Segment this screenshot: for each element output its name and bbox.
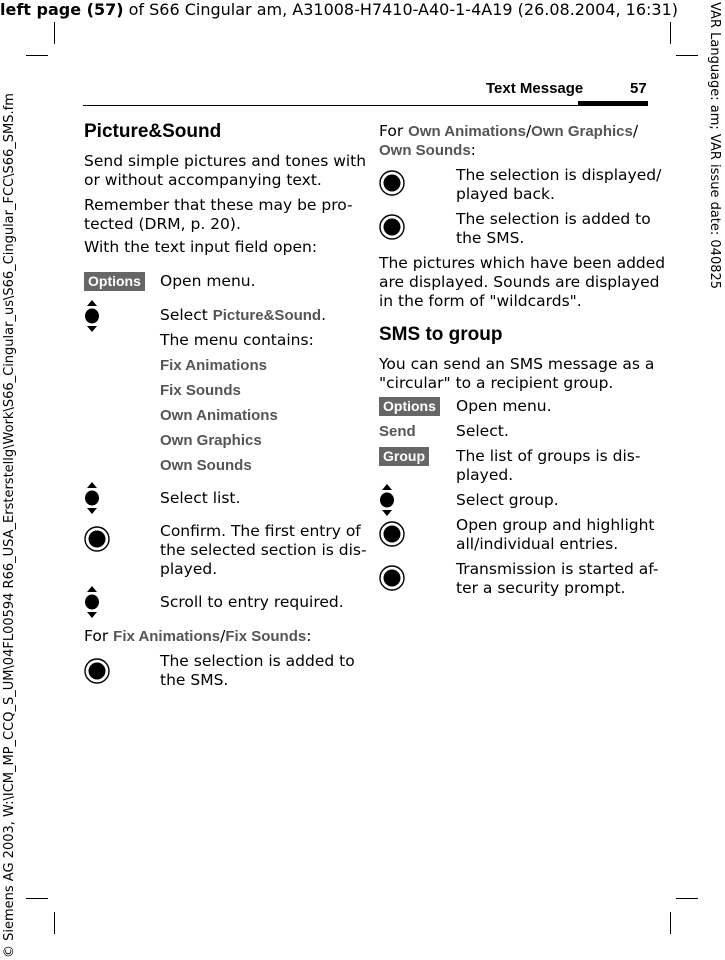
heading-picture-sound: Picture&Sound	[84, 121, 222, 142]
transmission-text	[456, 560, 658, 598]
text-line: the SMS.	[160, 671, 229, 689]
intro-paragraph	[84, 152, 366, 190]
center-key-icon	[379, 521, 405, 547]
select-group-text: Select group.	[456, 491, 559, 509]
crop-mark	[54, 22, 55, 44]
print-slug	[0, 0, 678, 19]
open-menu-text: Open menu.	[160, 272, 256, 290]
crop-mark	[26, 55, 48, 56]
text: /	[525, 122, 532, 140]
text-line: Transmission is started af-	[456, 560, 659, 578]
text: :	[306, 627, 312, 645]
added-text-right	[456, 210, 651, 248]
center-key-icon	[379, 170, 405, 196]
text: For	[379, 122, 409, 140]
for-own-line	[379, 122, 638, 160]
crop-mark	[670, 912, 671, 934]
text-line: played.	[160, 560, 218, 578]
menu-item-fix-animations: Fix Animations	[160, 357, 267, 374]
input-field-paragraph: With the text input field open:	[84, 238, 318, 256]
text-line: the selected section is dis-	[160, 541, 367, 559]
for-own-line-2	[379, 141, 638, 160]
crop-mark	[26, 898, 48, 899]
displayed-text	[456, 166, 661, 204]
right-margin-info: VAR Language: am; VAR issue date: 040825	[707, 2, 722, 290]
open-menu-text-right: Open menu.	[456, 397, 552, 415]
select-text: Select.	[456, 422, 509, 440]
group-softkey: Group	[379, 447, 429, 466]
nav-key-icon	[84, 482, 100, 514]
text: /	[220, 627, 226, 645]
header-rule	[83, 105, 648, 106]
text-line: are displayed. Sounds are displayed	[379, 273, 660, 291]
nav-key-icon	[379, 484, 395, 516]
center-key-icon	[379, 214, 405, 240]
header-page-tab	[578, 101, 648, 105]
text-line: the SMS.	[456, 229, 525, 247]
text: For	[84, 627, 114, 645]
options-softkey: Options	[84, 272, 145, 291]
keyword: Own Graphics	[531, 123, 633, 140]
menu-item-fix-sounds: Fix Sounds	[160, 382, 241, 399]
center-key-icon	[84, 526, 110, 552]
text: Select	[160, 306, 213, 324]
menu-contains-text: The menu contains:	[160, 331, 314, 349]
options-softkey: Options	[379, 397, 440, 416]
wildcards-paragraph	[379, 254, 665, 311]
center-key-icon	[84, 658, 110, 684]
left-margin-path: © Siemens AG 2003, W:\ICM_MP_CCQ_S_UM\04FL00594 R66_USA_Ersterstellg\Work\S66_Cingular_us\S66_Cingular_FCC\S66_SMS.fm	[2, 93, 17, 958]
text-line: Confirm. The first entry of	[160, 522, 361, 540]
crop-mark	[670, 22, 671, 44]
text: /	[632, 122, 639, 140]
confirm-text	[160, 522, 367, 579]
text-line: in the form of "wildcards".	[379, 292, 582, 310]
text-line: played back.	[456, 185, 555, 203]
text: .	[321, 306, 327, 324]
text-line: ter a security prompt.	[456, 579, 626, 597]
text-line: The list of groups is dis-	[456, 447, 641, 465]
heading-sms-to-group: SMS to group	[379, 324, 503, 345]
text-line: all/individual entries.	[456, 535, 619, 553]
keyword: Fix Sounds	[225, 628, 307, 645]
crop-mark	[54, 912, 55, 934]
group-intro-paragraph	[379, 355, 654, 393]
text: :	[470, 141, 476, 159]
text-line: or without accompanying text.	[84, 171, 322, 189]
select-picture-sound	[160, 306, 326, 325]
header-page-number: 57	[630, 80, 647, 97]
text-line: tected (DRM, p. 20).	[84, 215, 241, 233]
text-line: The selection is added to	[160, 652, 355, 670]
text-line: "circular" to a recipient group.	[379, 374, 614, 392]
for-own-line-1	[379, 122, 638, 141]
text-line: played.	[456, 466, 514, 484]
text-line: Send simple pictures and tones with	[84, 152, 367, 170]
crop-mark	[676, 898, 698, 899]
drm-paragraph	[84, 196, 353, 234]
text-line: Open group and highlight	[456, 516, 655, 534]
added-text	[160, 652, 355, 690]
keyword: Fix Animations	[113, 628, 221, 645]
text-line: The selection is added to	[456, 210, 651, 228]
keyword: Own Sounds	[379, 142, 471, 159]
center-key-icon	[379, 565, 405, 591]
list-groups-text	[456, 447, 640, 485]
send-keyword: Send	[379, 423, 416, 440]
text-line: You can send an SMS message as a	[379, 355, 655, 373]
crop-mark	[676, 55, 698, 56]
text-line: Remember that these may be pro-	[84, 196, 353, 214]
menu-item-own-graphics: Own Graphics	[160, 432, 262, 449]
slug-rest: of S66 Cingular am, A31008-H7410-A40-1-4A19 (26.08.2004, 16:31)	[123, 0, 679, 19]
keyword: Picture&Sound	[212, 307, 322, 324]
nav-key-icon	[84, 300, 100, 332]
scroll-text: Scroll to entry required.	[160, 593, 344, 611]
open-group-text	[456, 516, 655, 554]
keyword: Own Animations	[408, 123, 526, 140]
nav-key-icon	[84, 586, 100, 618]
for-fix-line	[84, 627, 311, 646]
header-title: Text Message	[486, 80, 584, 97]
text-line: The selection is displayed/	[456, 166, 662, 184]
menu-item-own-animations: Own Animations	[160, 407, 278, 424]
menu-item-own-sounds: Own Sounds	[160, 457, 252, 474]
text-line: The pictures which have been added	[379, 254, 666, 272]
slug-bold: left page (57)	[0, 0, 124, 19]
select-list-text: Select list.	[160, 489, 241, 507]
